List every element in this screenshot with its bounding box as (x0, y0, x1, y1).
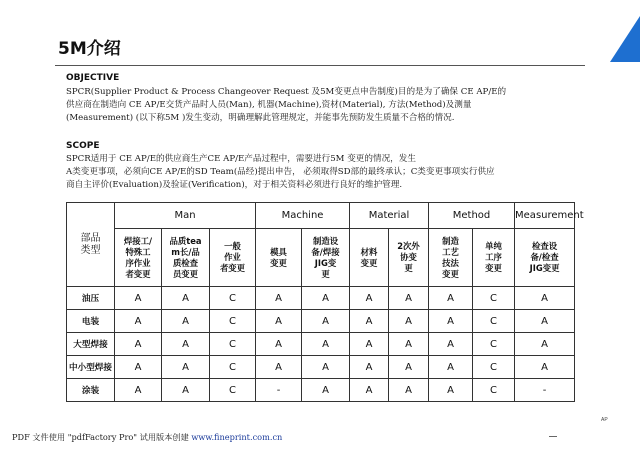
grade-cell: A (115, 310, 162, 333)
grade-cell: A (256, 333, 302, 356)
grade-cell: A (389, 310, 429, 333)
column-header (350, 229, 389, 287)
column-header-line: 质检查 (172, 257, 199, 268)
group-header-measurement: Measurement (515, 203, 575, 229)
matrix-body (67, 287, 575, 402)
column-header-line: 模具 (270, 246, 287, 257)
grade-cell: A (115, 287, 162, 310)
group-header-method: Method (429, 203, 515, 229)
grade-cell: A (162, 356, 210, 379)
group-header-machine: Machine (256, 203, 350, 229)
grade-cell: A (115, 333, 162, 356)
grade-cell: - (256, 379, 302, 402)
column-header-line: 变更 (270, 257, 287, 268)
table-row (67, 379, 575, 402)
pdf-footer (12, 432, 282, 443)
grade-cell: A (429, 310, 473, 333)
column-header-line: 材料 (360, 246, 378, 257)
column-header-line: 变更 (442, 268, 459, 279)
grade-cell: A (515, 310, 575, 333)
column-header (302, 229, 350, 287)
column-header-line: 工艺 (442, 246, 459, 257)
table-row (67, 310, 575, 333)
grade-cell: A (350, 287, 389, 310)
column-header-line: 协变 (400, 252, 417, 262)
grade-cell: - (515, 379, 575, 402)
column-header-line: 更 (404, 263, 413, 273)
grade-cell: A (256, 310, 302, 333)
page-mark: AP (601, 417, 608, 423)
column-header-line: 检查设 (531, 241, 558, 251)
grade-cell: C (210, 310, 256, 333)
objective-line: SPCR(Supplier Product & Process Changeover Request 及5M变更点申告制度)目的是为了确保 CE AP/E的 (66, 87, 507, 97)
scope-heading: SCOPE (66, 141, 100, 151)
grade-cell: C (473, 310, 515, 333)
column-header-line: 特殊工 (125, 246, 151, 257)
grade-cell: A (350, 379, 389, 402)
column-header-line: 技法 (442, 257, 459, 268)
grade-cell: A (515, 356, 575, 379)
column-header-line: 更 (321, 268, 330, 279)
grade-cell: A (429, 333, 473, 356)
part-type-header (67, 203, 115, 287)
grade-cell: A (429, 379, 473, 402)
column-header-line: 焊接工/ (123, 235, 153, 246)
part-type-header-line: 类型 (80, 244, 101, 256)
grade-cell: A (162, 287, 210, 310)
objective-heading: OBJECTIVE (66, 73, 120, 83)
grade-cell: C (473, 333, 515, 356)
grade-cell: A (162, 310, 210, 333)
grade-cell: A (350, 356, 389, 379)
group-header-material: Material (350, 203, 429, 229)
column-header-line: 序作业 (125, 257, 151, 268)
grade-cell: A (115, 356, 162, 379)
column-header-line: 变更 (360, 257, 378, 268)
grade-cell: A (389, 356, 429, 379)
grade-cell: A (389, 287, 429, 310)
grade-cell: A (302, 287, 350, 310)
scope-line: SPCR适用于 CE AP/E的供应商生产CE AP/E产品过程中，需要进行5M 变更的情况，发生 (66, 154, 416, 164)
row-label: 电装 (67, 310, 115, 333)
column-header-line: JIG变更 (529, 263, 560, 273)
grade-cell: A (350, 333, 389, 356)
row-label: 油压 (67, 287, 115, 310)
row-label: 涂装 (67, 379, 115, 402)
column-header (210, 229, 256, 287)
objective-line: (Measurement) (以下称5M )发生变动，明确理解此管理规定，并能事先预防发生质量不合格的情况. (66, 112, 455, 123)
footer-dash (549, 436, 557, 437)
grade-cell: A (429, 356, 473, 379)
column-header-row (67, 229, 575, 287)
grade-cell: A (162, 333, 210, 356)
page-title: 5M介绍 (58, 39, 121, 59)
scope-line: 商自主评价(Evaluation)及验证(Verification)，对于相关资料必须进行良好的维护管理. (66, 179, 403, 190)
column-header-line: 者变更 (125, 268, 151, 279)
column-header-line: 作业 (224, 252, 241, 262)
column-header-line: 一般 (224, 241, 241, 251)
grade-cell: C (473, 287, 515, 310)
group-header-man: Man (115, 203, 256, 229)
table-row (67, 356, 575, 379)
group-header-row (67, 203, 575, 229)
grade-cell: A (302, 310, 350, 333)
scope-text (66, 153, 586, 191)
objective-line: 供应商在制造向 CE AP/E交货产品时人员(Man), 机器(Machine),资材(Material), 方法(Method)及测量 (66, 99, 472, 110)
column-header (162, 229, 210, 287)
footer-text: PDF 文件使用 "pdfFactory Pro" 试用版本创建 (12, 432, 192, 442)
grade-cell: A (389, 379, 429, 402)
column-header-line: 制造 (442, 235, 459, 246)
column-header-line: 工序 (485, 252, 502, 262)
grade-cell: A (302, 333, 350, 356)
grade-cell: A (302, 379, 350, 402)
column-header (256, 229, 302, 287)
footer-link[interactable]: www.fineprint.com.cn (191, 432, 283, 442)
grade-cell: C (473, 356, 515, 379)
column-header-line: 者变更 (219, 263, 246, 273)
row-label: 大型焊接 (67, 333, 115, 356)
column-header (473, 229, 515, 287)
row-label: 中小型焊接 (67, 356, 115, 379)
grade-cell: A (350, 310, 389, 333)
grade-cell: A (302, 356, 350, 379)
grade-cell: A (256, 356, 302, 379)
grade-cell: A (429, 287, 473, 310)
table-row (67, 333, 575, 356)
column-header-line: 制造设 (312, 235, 339, 246)
title-divider (55, 65, 585, 66)
grade-cell: A (256, 287, 302, 310)
column-header-line: JIG变 (314, 257, 337, 268)
grade-cell: C (210, 333, 256, 356)
grade-cell: C (210, 356, 256, 379)
grade-cell: A (389, 333, 429, 356)
column-header (389, 229, 429, 287)
column-header-line: 品质tea (169, 235, 202, 246)
grade-cell: A (162, 379, 210, 402)
part-type-header-line: 部品 (80, 232, 101, 244)
grade-cell: A (515, 287, 575, 310)
table-row (67, 287, 575, 310)
column-header (429, 229, 473, 287)
column-header-line: 备/焊接 (311, 246, 340, 257)
grade-cell: A (515, 333, 575, 356)
column-header-line: 变更 (485, 263, 502, 273)
grade-cell: C (210, 379, 256, 402)
column-header-line: 2次外 (397, 241, 420, 251)
grade-cell: C (210, 287, 256, 310)
grade-cell: C (473, 379, 515, 402)
column-header-line: 单纯 (485, 241, 502, 251)
grade-cell: A (115, 379, 162, 402)
corner-accent-triangle (600, 16, 640, 62)
objective-text (66, 86, 586, 124)
column-header-line: 员变更 (172, 268, 199, 279)
column-header (515, 229, 575, 287)
5m-change-matrix (66, 202, 584, 402)
column-header (115, 229, 162, 287)
scope-line: A类变更事项，必须向CE AP/E的SD Team(品经)提出申告， 必须取得SD部的最终承认；C类变更事项实行供应 (66, 166, 495, 177)
column-header-line: m长/品 (171, 246, 200, 257)
column-header-line: 备/检查 (530, 252, 559, 262)
